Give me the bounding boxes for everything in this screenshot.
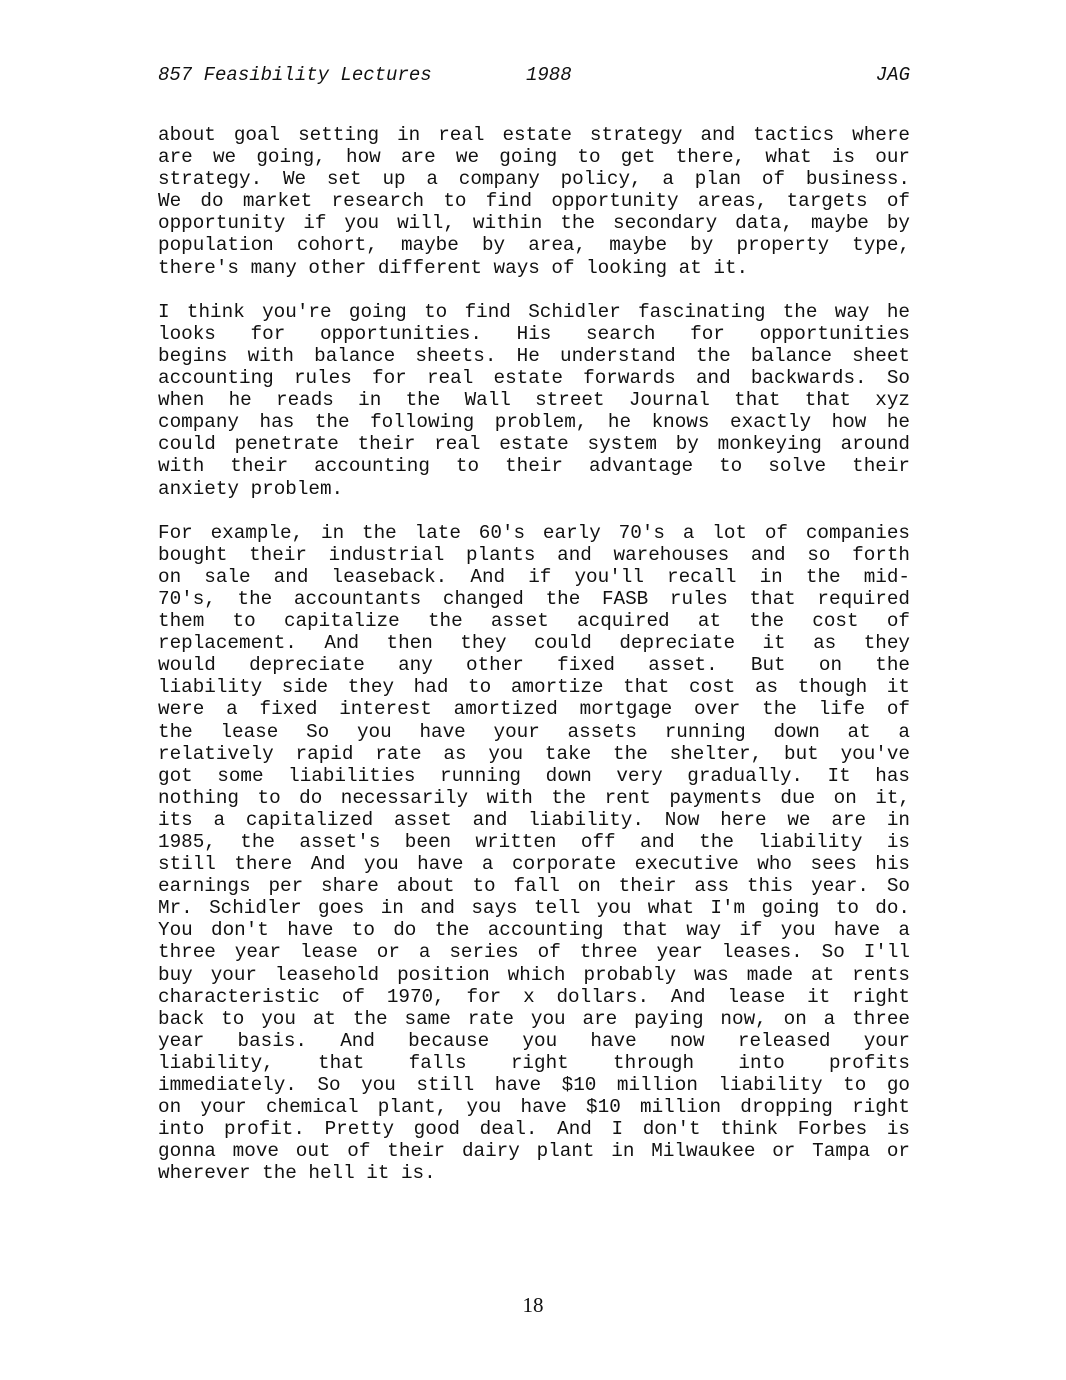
text-line: year basis. And because you have now released your — [158, 1029, 910, 1052]
text-line: three year lease or a series of three year leases. So I'll — [158, 941, 910, 964]
text-line: on your chemical plant, you have $10 million dropping right — [158, 1096, 910, 1119]
paragraph — [158, 522, 910, 1185]
text-line: the lease So you have your assets running down at a — [158, 720, 910, 743]
text-line: opportunity if you will, within the secondary data, maybe by — [158, 212, 910, 235]
text-line: wherever the hell it is. — [158, 1162, 436, 1185]
text-line: its a capitalized asset and liability. Now here we are in — [158, 808, 910, 831]
text-line: You don't have to do the accounting that way if you have a — [158, 919, 910, 942]
text-line: are we going, how are we going to get there, what is our — [158, 146, 910, 169]
text-line: bought their industrial plants and warehouses and so forth — [158, 543, 910, 566]
text-line: 70's, the accountants changed the FASB rules that required — [158, 587, 910, 610]
text-line: strategy. We set up a company policy, a plan of business. — [158, 168, 910, 191]
text-line: looks for opportunities. His search for opportunities — [158, 322, 910, 345]
page-header — [158, 62, 910, 88]
text-line: buy your leasehold position which probably was made at rents — [158, 963, 910, 986]
text-line: relatively rapid rate as you take the shelter, but you've — [158, 742, 910, 765]
text-line: anxiety problem. — [158, 477, 344, 500]
text-line: about goal setting in real estate strategy and tactics where — [158, 124, 910, 146]
page-number: 18 — [522, 1293, 544, 1317]
text-line: were a fixed interest amortized mortgage over the life of — [158, 698, 910, 721]
text-line: liability side they had to amortize that cost as though it — [158, 676, 910, 699]
text-line: I think you're going to find Schidler fascinating the way he — [158, 300, 910, 323]
text-line: replacement. And then they could depreciate it as they — [158, 632, 910, 655]
text-line: For example, in the late 60's early 70's a lot of companies — [158, 521, 910, 544]
document-title: 857 Feasibility Lectures — [158, 64, 432, 86]
paragraph — [158, 124, 910, 279]
text-line: when he reads in the Wall street Journal that that xyz — [158, 389, 910, 412]
text-line: We do market research to find opportunity areas, targets of — [158, 190, 910, 213]
text-line: begins with balance sheets. He understand the balance sheet — [158, 344, 910, 367]
text-line: them to capitalize the asset acquired at the cost of — [158, 610, 910, 633]
document-year: 1988 — [526, 64, 572, 86]
text-line: company has the following problem, he knows exactly how he — [158, 411, 910, 434]
text-line: there's many other different ways of looking at it. — [158, 256, 749, 279]
text-line: could penetrate their real estate system by monkeying around — [158, 433, 910, 456]
text-line: with their accounting to their advantage to solve their — [158, 455, 910, 478]
text-line: liability, that falls right through into profits — [158, 1051, 910, 1074]
text-line: earnings per share about to fall on their ass this year. So — [158, 875, 910, 898]
text-line: characteristic of 1970, for x dollars. And lease it right — [158, 985, 910, 1008]
text-line: 1985, the asset's been written off and the liability is — [158, 831, 910, 853]
text-line: gonna move out of their dairy plant in Milwaukee or Tampa or — [158, 1140, 910, 1163]
text-line: back to you at the same rate you are paying now, on a three — [158, 1007, 910, 1030]
text-line: nothing to do necessarily with the rent payments due on it, — [158, 786, 910, 809]
text-line: got some liabilities running down very gradually. It has — [158, 764, 910, 787]
text-line: would depreciate any other fixed asset. But on the — [158, 654, 910, 677]
text-line: immediately. So you still have $10 million liability to go — [158, 1074, 910, 1097]
document-author: JAG — [875, 64, 910, 86]
text-line: accounting rules for real estate forwards and backwards. So — [158, 367, 910, 390]
text-line: Mr. Schidler goes in and says tell you what I'm going to do. — [158, 897, 910, 920]
text-line: still there And you have a corporate executive who sees his — [158, 853, 910, 876]
document-body — [158, 124, 910, 1207]
paragraph — [158, 301, 910, 500]
text-line: on sale and leaseback. And if you'll recall in the mid- — [158, 565, 910, 588]
text-line: into profit. Pretty good deal. And I don't think Forbes is — [158, 1118, 910, 1141]
text-line: population cohort, maybe by area, maybe by property type, — [158, 234, 910, 257]
